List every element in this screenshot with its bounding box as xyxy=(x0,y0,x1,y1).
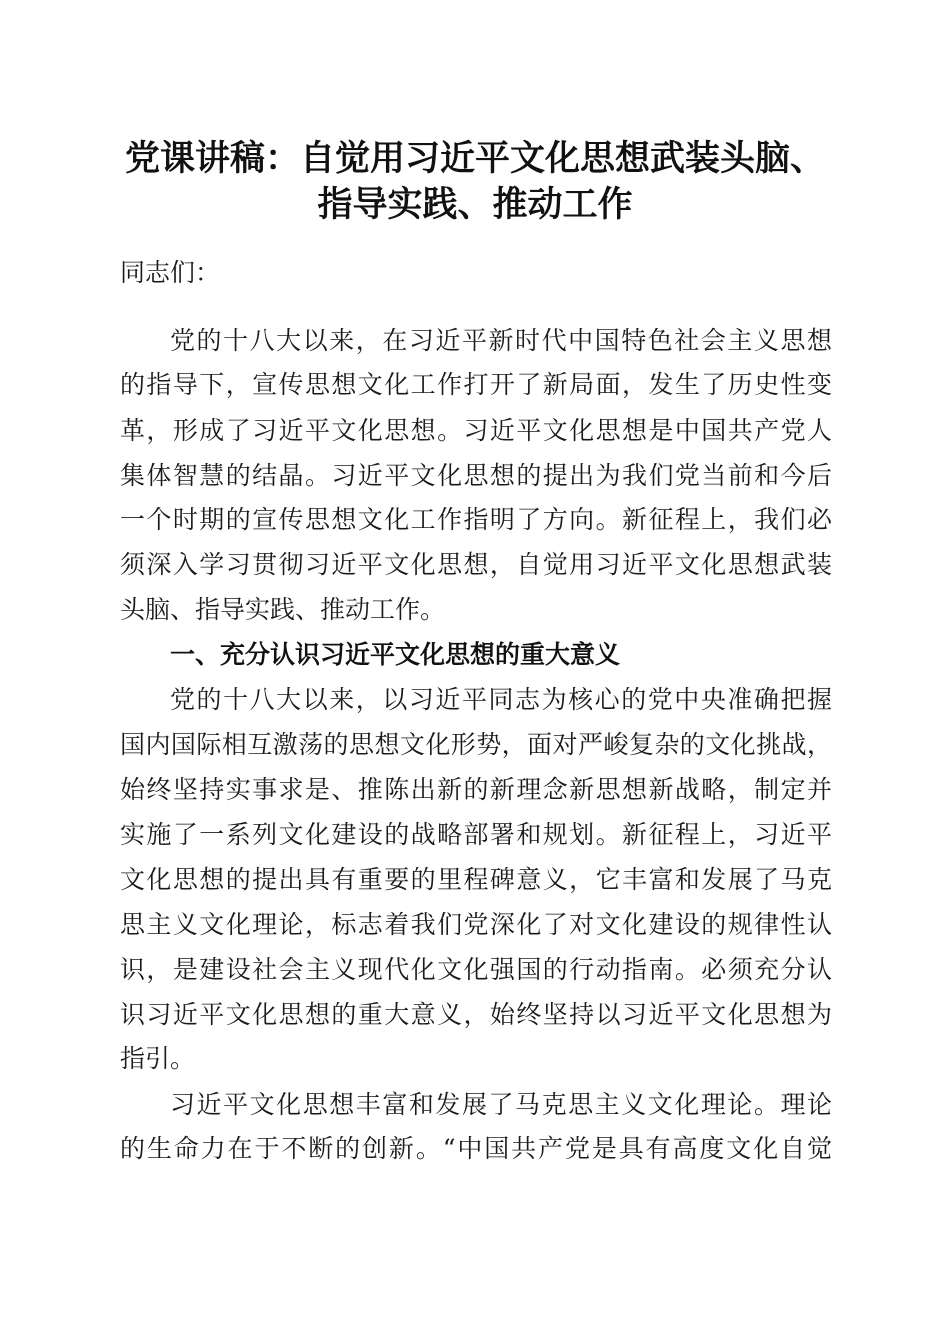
body-line: 思主义文化理论，标志着我们党深化了对文化建设的规律性认 xyxy=(120,910,832,939)
body-line: 一个时期的宣传思想文化工作指明了方向。新征程上，我们必 xyxy=(120,505,832,534)
salutation: 同志们： xyxy=(120,258,221,287)
body-line: 的指导下，宣传思想文化工作打开了新局面，发生了历史性变 xyxy=(120,370,832,399)
body-line: 指引。 xyxy=(120,1044,196,1073)
body-line: 头脑、指导实践、推动工作。 xyxy=(120,595,446,624)
document-title-line-1: 党课讲稿：自觉用习近平文化思想武装头脑、 xyxy=(124,138,825,179)
body-line: 须深入学习贯彻习近平文化思想，自觉用习近平文化思想武装 xyxy=(120,550,832,579)
document-title-line-2: 指导实践、推动工作 xyxy=(317,184,633,225)
body-line: 党的十八大以来，以习近平同志为核心的党中央准确把握 xyxy=(170,685,832,714)
body-line: 识习近平文化思想的重大意义，始终坚持以习近平文化思想为 xyxy=(120,1000,832,1029)
body-line: 革，形成了习近平文化思想。习近平文化思想是中国共产党人 xyxy=(120,416,832,445)
body-line: 集体智慧的结晶。习近平文化思想的提出为我们党当前和今后 xyxy=(120,461,832,490)
body-line: 国内国际相互激荡的思想文化形势，面对严峻复杂的文化挑战， xyxy=(120,730,832,759)
body-line: 实施了一系列文化建设的战略部署和规划。新征程上，习近平 xyxy=(120,820,832,849)
body-line: 党的十八大以来，在习近平新时代中国特色社会主义思想 xyxy=(170,326,832,355)
body-line: 识，是建设社会主义现代化文化强国的行动指南。必须充分认 xyxy=(120,955,832,984)
body-line: 始终坚持实事求是、推陈出新的新理念新思想新战略，制定并 xyxy=(120,775,832,804)
section-heading: 一、充分认识习近平文化思想的重大意义 xyxy=(170,640,621,669)
body-line: 的生命力在于不断的创新。“中国共产党是具有高度文化自觉 xyxy=(120,1134,832,1163)
body-line: 文化思想的提出具有重要的里程碑意义，它丰富和发展了马克 xyxy=(120,865,832,894)
body-line: 习近平文化思想丰富和发展了马克思主义文化理论。理论 xyxy=(170,1090,832,1119)
